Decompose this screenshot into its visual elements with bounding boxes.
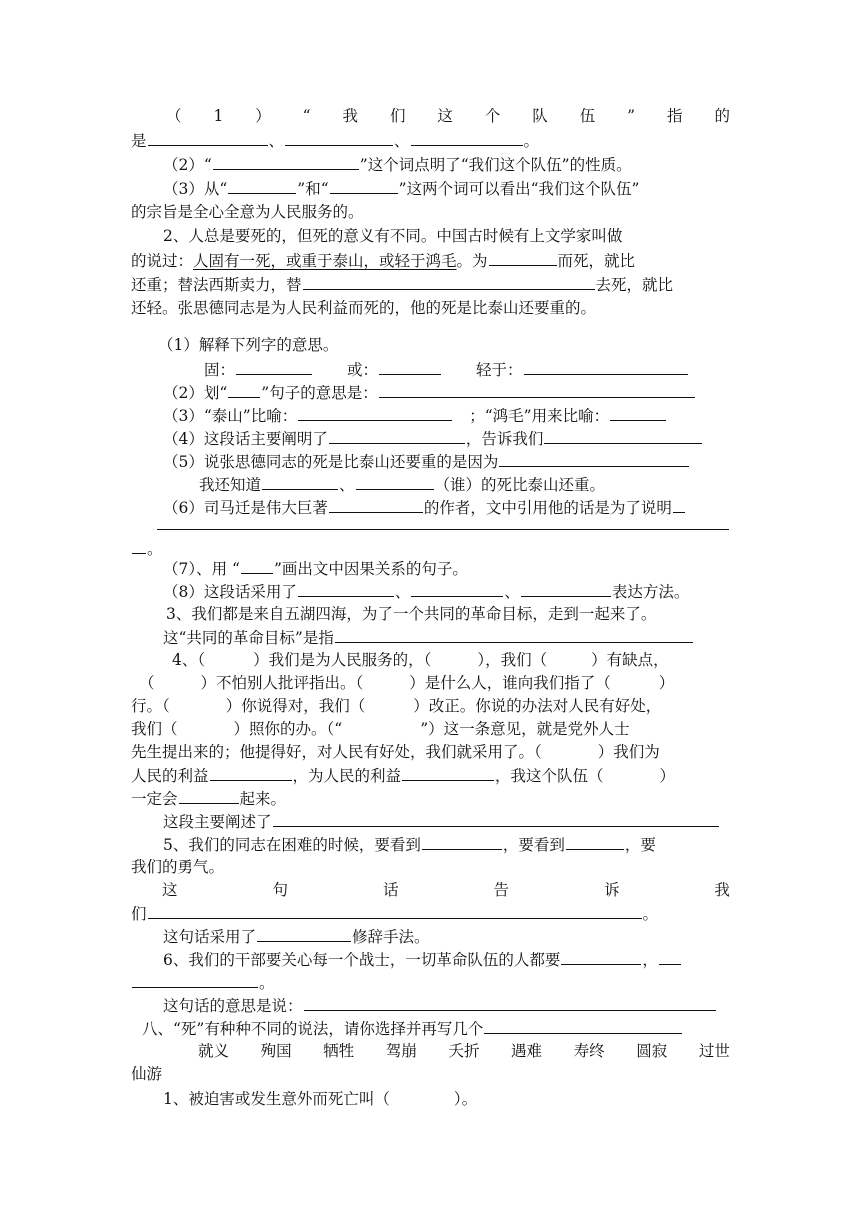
term: 过世: [698, 1042, 730, 1060]
section-6-end: [131, 970, 275, 994]
text: （2）“: [163, 156, 212, 174]
text-line: [131, 272, 673, 296]
blank[interactable]: [157, 512, 729, 530]
text: 起来。: [239, 790, 287, 808]
blank[interactable]: [273, 809, 719, 827]
text: ，: [642, 951, 658, 969]
blank[interactable]: [303, 272, 595, 290]
text: （5）说张思德同志的死是比泰山还要重的是因为: [163, 453, 499, 471]
text: ）有缺点，: [591, 651, 669, 669]
sub-q6-end: [131, 536, 163, 560]
sub-q8: [163, 579, 689, 603]
blank[interactable]: [329, 495, 423, 513]
text: （3）“泰山”比喻：: [163, 407, 298, 425]
sub-q6-blank-line: [156, 512, 730, 536]
text: 的: [714, 107, 730, 125]
text: 先生提出来的；他提得好，对人民有好处，我们就采用了。（: [131, 743, 542, 761]
section-5: [163, 832, 656, 856]
death-terms-line: [198, 1039, 730, 1063]
blank[interactable]: [521, 579, 611, 597]
blank[interactable]: [544, 426, 702, 444]
section-4-l4: [131, 717, 630, 741]
blank[interactable]: [329, 426, 465, 444]
text: ”画出文中因果关系的句子。: [273, 560, 468, 578]
blank[interactable]: [484, 1016, 682, 1034]
blank[interactable]: [673, 495, 685, 513]
text: 诉: [603, 881, 620, 899]
section-4-l6: [131, 763, 675, 787]
text: 伍: [579, 107, 596, 125]
text: ）改正。你说的办法对人民有好处，: [413, 697, 662, 715]
text: 去死，就比: [595, 276, 674, 294]
text: 的作者，文中引用他的话是为了说明: [423, 499, 672, 517]
blank[interactable]: [610, 403, 666, 421]
section-3: 3、我们都是来自五湖四海，为了一个共同的革命目标，走到一起来了。: [166, 605, 657, 623]
underlined-quote: 人固有一死，或重于泰山，或轻于鸿毛: [193, 252, 457, 270]
blank[interactable]: [148, 128, 268, 146]
q2-line: [163, 152, 632, 176]
term: 仙游: [131, 1065, 163, 1083]
text: 人民的利益: [131, 767, 209, 785]
text: ）不怕别人批评指出。（: [200, 674, 364, 692]
section-5-q-line: [162, 878, 730, 902]
blank[interactable]: [236, 357, 312, 375]
text: 这段主要阐述了: [163, 813, 272, 831]
section-4-l7: [131, 786, 286, 810]
text-line: 我们的勇气。: [131, 858, 225, 876]
text: （: [139, 674, 155, 692]
text: 、: [504, 583, 520, 601]
blank[interactable]: [179, 786, 239, 804]
blank[interactable]: [298, 579, 394, 597]
text: （2）划“: [163, 384, 228, 402]
text: 是: [131, 132, 147, 150]
term: 圆寂: [636, 1042, 668, 1060]
blank[interactable]: [356, 472, 434, 490]
section-4-q: [163, 809, 720, 833]
text: 告: [493, 881, 509, 899]
blank[interactable]: [566, 832, 624, 850]
text-line: 的宗旨是全心全意为人民服务的。: [131, 203, 364, 221]
text: 八、“死”有种种不同的说法，请你选择并再写几个: [142, 1020, 484, 1038]
section-4-l3: [131, 694, 661, 718]
text: ”这个词点明了“我们这个队伍”的性质。: [359, 156, 632, 174]
blank[interactable]: [213, 152, 359, 170]
blank[interactable]: [499, 449, 689, 467]
text: 指: [667, 107, 683, 125]
text: ，要看到: [502, 836, 565, 854]
blank[interactable]: [262, 472, 338, 490]
blank[interactable]: [241, 556, 273, 574]
text: 句: [272, 881, 288, 899]
text: 而死，就比: [557, 252, 636, 270]
text: ）。: [453, 1090, 478, 1108]
text: 这句话的意思是说：: [163, 997, 303, 1015]
text: （3）从“: [163, 180, 228, 198]
text: ）我们为: [597, 743, 660, 761]
text: ）我们是为人民服务的，（: [253, 651, 432, 669]
text: 一定会: [131, 790, 178, 808]
text: ）: [659, 767, 676, 785]
blank[interactable]: [228, 380, 260, 398]
text: 这: [437, 107, 453, 125]
text: 行。（: [131, 697, 170, 715]
text: 、: [268, 132, 285, 150]
text-line: [131, 248, 635, 272]
blank[interactable]: [210, 763, 292, 781]
text: 。: [642, 905, 659, 923]
term: 遇难: [511, 1042, 543, 1060]
text: 。: [523, 132, 540, 150]
text: （谁）的死比泰山还重。: [434, 476, 606, 494]
text: ）: [658, 674, 675, 692]
blank[interactable]: [132, 536, 146, 554]
text: 。: [259, 974, 275, 992]
text: 1: [213, 107, 224, 125]
text: 这句话采用了: [163, 928, 257, 946]
blank[interactable]: [379, 357, 441, 375]
term: 夭折: [448, 1042, 480, 1060]
blank[interactable]: [561, 947, 641, 965]
text: ，要: [624, 836, 656, 854]
blank[interactable]: [379, 380, 695, 398]
text: ，告诉我们: [465, 430, 544, 448]
text: 们: [131, 905, 147, 923]
sub-q1: （1）解释下列字的意思。: [158, 336, 339, 354]
section-5-q2: [163, 924, 430, 948]
text: 话: [382, 881, 399, 899]
text: 个: [484, 107, 501, 125]
text: ”）这一条意见，就是党外人士: [420, 720, 630, 738]
text: ），我们（: [477, 651, 548, 669]
text: ）是什么人，谁向我们指了（: [409, 674, 611, 692]
text: ，为人民的利益: [292, 767, 402, 785]
blank[interactable]: [335, 625, 693, 643]
text: 6、我们的干部要关心每一个战士，一切革命队伍的人都要: [163, 951, 561, 969]
term: 寿终: [573, 1042, 605, 1060]
blank[interactable]: [228, 176, 296, 194]
blank[interactable]: [304, 993, 716, 1011]
sub-q4: [163, 426, 703, 450]
section-4-l2: [139, 671, 674, 695]
text: （8）这段话采用了: [163, 583, 297, 601]
text: 、: [339, 476, 355, 494]
text: 1、被迫害或发生意外而死亡叫（: [163, 1090, 390, 1108]
sub-q5-b: [199, 472, 605, 496]
section-8-q1: [163, 1087, 477, 1111]
text: 修辞手法。: [352, 928, 430, 946]
text: （4）这段话主要阐明了: [163, 430, 328, 448]
text: ”句子的意思是：: [261, 384, 378, 402]
text: 轻于：: [476, 361, 523, 379]
text: ”这两个词可以看出“我们这个队伍”: [398, 180, 640, 198]
sub-q3: [163, 403, 667, 427]
blank[interactable]: [298, 403, 452, 421]
section-6-q: [163, 993, 717, 1017]
text: 表达方法。: [611, 583, 690, 601]
blank[interactable]: [402, 763, 494, 781]
text: ”和“: [297, 180, 329, 198]
blank[interactable]: [411, 128, 523, 146]
section-3-q: [163, 625, 694, 649]
q1-line: [166, 104, 730, 128]
text: ，我这个队伍（: [495, 767, 604, 785]
text: ；“鸿毛”用来比喻：: [469, 407, 610, 425]
text: 、: [394, 583, 411, 601]
text: 我: [714, 881, 730, 899]
section-4-l1: [172, 648, 669, 672]
term: 就义: [198, 1042, 230, 1060]
section-2-intro: 2、人总是要死的，但死的意义有不同。中国古时候有上文学家叫做: [163, 227, 623, 245]
blank[interactable]: [489, 248, 557, 266]
blank[interactable]: [524, 357, 688, 375]
text: ）你说得对，我们（: [225, 697, 366, 715]
text: 4、（: [172, 651, 206, 669]
blank[interactable]: [659, 947, 681, 965]
text: （: [166, 107, 182, 125]
q3-line: [163, 176, 639, 200]
blank[interactable]: [257, 924, 351, 942]
text: 我们（: [131, 720, 178, 738]
text: 这: [162, 881, 178, 899]
text: 或：: [347, 361, 379, 379]
text-line: 还轻。张思德同志是为人民利益而死的，他的死是比泰山还要重的。: [131, 299, 597, 317]
section-6: [163, 947, 682, 971]
text: （6）司马迁是伟大巨著: [163, 499, 328, 517]
section-4-l5: [131, 740, 660, 764]
text: 队: [532, 107, 548, 125]
text: 。为: [456, 252, 488, 270]
text: ）: [255, 107, 271, 125]
text: 5、我们的同志在困难的时候，要看到: [163, 836, 421, 854]
text: 这“共同的革命目标”是指: [163, 629, 334, 647]
sub-q7: [163, 556, 468, 580]
blank[interactable]: [411, 579, 503, 597]
text: 我还知道: [199, 476, 262, 494]
blank[interactable]: [132, 970, 258, 988]
text: ）照你的办。（“: [233, 720, 343, 738]
term: 殉国: [260, 1042, 292, 1060]
sub-q5: [163, 449, 690, 473]
sub-q1-answers: [204, 357, 689, 381]
text: 、: [394, 132, 410, 150]
blank[interactable]: [330, 176, 398, 194]
text: 固：: [204, 361, 236, 379]
term: 牺牲: [323, 1042, 355, 1060]
text: 们: [389, 107, 406, 125]
q1-answer-line: [131, 128, 539, 152]
text: 。: [147, 540, 163, 558]
term: 驾崩: [385, 1042, 417, 1060]
blank[interactable]: [422, 832, 502, 850]
blank[interactable]: [148, 901, 642, 919]
section-8-heading: [142, 1016, 683, 1040]
sub-q2: [163, 380, 696, 404]
text: 还重；替法西斯卖力，替: [131, 276, 302, 294]
text: ”: [627, 107, 636, 125]
blank[interactable]: [285, 128, 393, 146]
text: 的说过：: [131, 252, 194, 270]
text: 我: [342, 107, 359, 125]
text: （7）、用 “: [163, 560, 240, 578]
text: “: [302, 107, 311, 125]
section-5-q-answer: [131, 901, 658, 925]
